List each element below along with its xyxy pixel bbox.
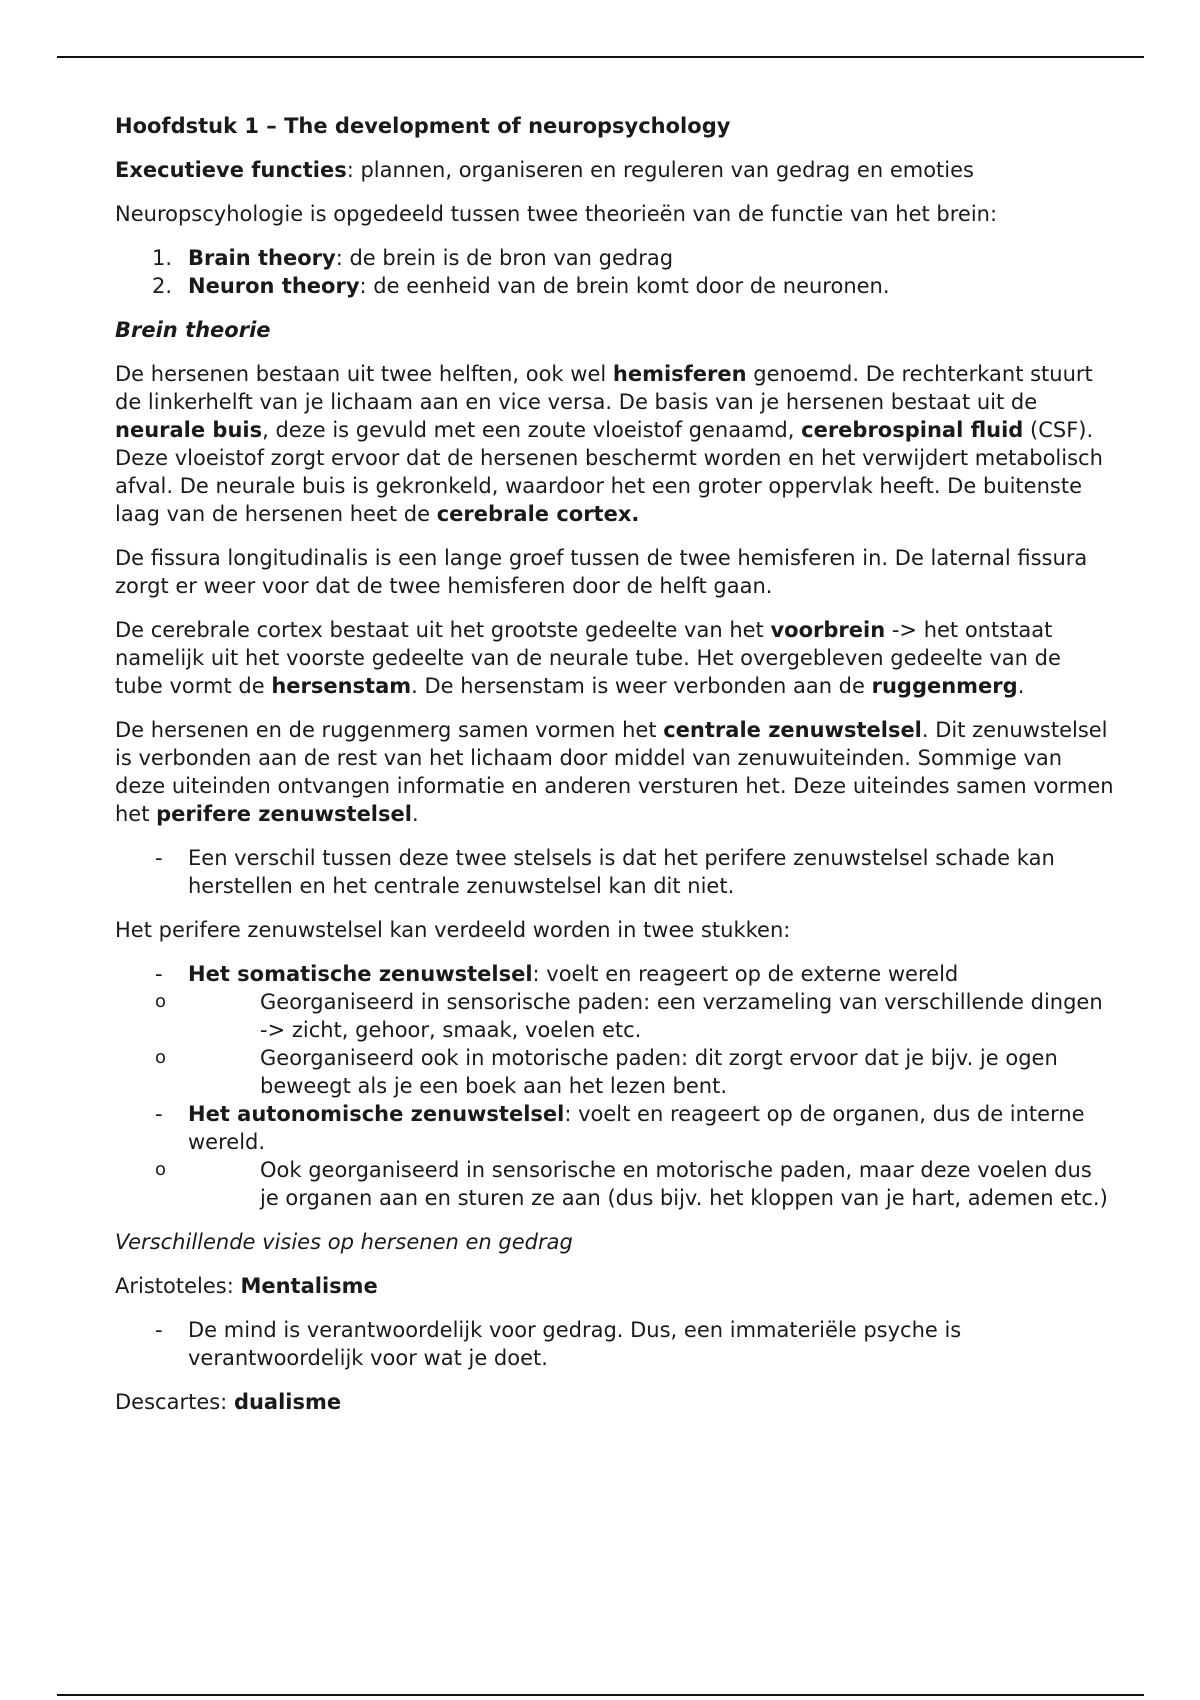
brain-theory-text: : de brein is de bron van gedrag [335, 246, 674, 270]
fissura-paragraph: De fissura longitudinalis is een lange groef tussen de twee hemisferen in. De laternal fissura zorgt er weer voor dat de twee hemisferen door de helft gaan. [115, 546, 1088, 598]
term-autonomisch: Het autonomische zenuwstelsel [188, 1102, 565, 1126]
text-run: De hersenen en de ruggenmerg samen vormen het [115, 718, 664, 742]
term-perifere-zenuwstelsel: perifere zenuwstelsel [156, 802, 412, 826]
exec-term: Executieve functies [115, 158, 347, 182]
text-run: De hersenen bestaan uit twee helften, ook wel [115, 362, 613, 386]
theories-list [115, 244, 1115, 300]
list-item-text: De mind is verantwoordelijk voor gedrag. Dus, een immateriële psyche is verantwoordelijk voor wat je doet. [188, 1318, 962, 1370]
term-dualisme: dualisme [233, 1390, 342, 1414]
hemispheres-paragraph [115, 360, 1115, 528]
list-item [115, 960, 1115, 988]
text-run: . [1017, 674, 1025, 698]
dash-marker: - [155, 1318, 163, 1342]
term-neurale-buis: neurale buis [115, 418, 263, 442]
text-run: De cerebrale cortex bestaat uit het grootste gedeelte van het [115, 618, 771, 642]
term-mentalisme: Mentalisme [240, 1274, 378, 1298]
term-ruggenmerg: ruggenmerg [871, 674, 1018, 698]
dash-marker: - [155, 1102, 163, 1126]
intro-paragraph: Neuropscyhologie is opgedeeld tussen twee theorieën van de functie van het brein: [115, 202, 998, 226]
sub-item-text: Georganiseerd in sensorische paden: een verzameling van verschillende dingen -> zicht, gehoor, smaak, voelen etc. [260, 990, 1103, 1042]
aristoteles-paragraph [115, 1272, 1115, 1300]
neuron-theory-text: : de eenheid van de brein komt door de neuronen. [359, 274, 890, 298]
text-run: genoemd. De rechterkant stuurt de linkerhelft van je lichaam aan en vice versa. De basis van je hersenen bestaat uit de [115, 362, 1093, 414]
list-number: 1. [152, 246, 173, 270]
exec-functions-paragraph [115, 156, 1115, 184]
list-item [115, 1316, 1115, 1372]
term-cerebrale-cortex: cerebrale cortex. [436, 502, 640, 526]
sub-item-text: Georganiseerd ook in motorische paden: dit zorgt ervoor dat je bijv. je ogen beweegt als je een boek aan het lezen bent. [260, 1046, 1058, 1098]
dash-marker: - [155, 846, 163, 870]
philosopher-name: Aristoteles: [115, 1274, 241, 1298]
list-item [115, 272, 1115, 300]
bullet-marker: o [155, 991, 167, 1012]
text-run: . Dit zenuwstelsel is verbonden aan de rest van het lichaam door middel van zenuwuiteinden. Sommige van deze uiteinden ontvangen informatie en anderen versturen het. Deze uiteindes samen vormen het [115, 718, 1114, 826]
bullet-marker: o [155, 1159, 167, 1180]
chapter-heading: Hoofdstuk 1 – The development of neuropsychology [115, 114, 731, 138]
section-heading-brein: Brein theorie [115, 318, 271, 342]
text-run: (CSF). Deze vloeistof zorgt ervoor dat de hersenen beschermt worden en het verwijdert metabolisch afval. De neurale buis is gekronkeld, waardoor het een groter oppervlak heeft. De buitenste laag van de hersenen heet de [115, 418, 1103, 526]
list-item-text: : voelt en reageert op de externe wereld [532, 962, 959, 986]
mentalisme-list [115, 1316, 1115, 1372]
text-run: -> het ontstaat namelijk uit het voorste gedeelte van de neurale tube. Het overgebleven gedeelte van de tube vormt de [115, 618, 1061, 698]
text-run: , deze is gevuld met een zoute vloeistof genaamd, [262, 418, 802, 442]
exec-text: : plannen, organiseren en reguleren van gedrag en emoties [346, 158, 974, 182]
term-csf: cerebrospinal fluid [801, 418, 1024, 442]
term-hersenstam: hersenstam [271, 674, 412, 698]
difference-list [115, 844, 1115, 900]
nervous-system-paragraph [115, 716, 1115, 828]
sub-list-item [115, 988, 1115, 1044]
list-number: 2. [152, 274, 173, 298]
list-item [115, 244, 1115, 272]
dash-marker: - [155, 962, 163, 986]
top-rule [57, 56, 1144, 58]
list-item-text: : voelt en reageert op de organen, dus de interne wereld. [188, 1102, 1085, 1154]
sub-item-text: Ook georganiseerd in sensorische en motorische paden, maar deze voelen dus je organen aan en sturen ze aan (dus bijv. het kloppen van je hart, ademen etc.) [260, 1158, 1108, 1210]
term-voorbrein: voorbrein [770, 618, 886, 642]
brain-theory-term: Brain theory [188, 246, 336, 270]
text-run: . De hersenstam is weer verbonden aan de [411, 674, 872, 698]
philosopher-name: Descartes: [115, 1390, 234, 1414]
list-item-text: Een verschil tussen deze twee stelsels is dat het perifere zenuwstelsel schade kan herstellen en het centrale zenuwstelsel kan dit niet. [188, 846, 1055, 898]
section-heading-visies: Verschillende visies op hersenen en gedrag [115, 1230, 573, 1254]
descartes-paragraph [115, 1388, 1115, 1416]
term-somatisch: Het somatische zenuwstelsel [188, 962, 533, 986]
list-item [115, 844, 1115, 900]
cortex-paragraph [115, 616, 1115, 700]
sub-list-item [115, 1156, 1115, 1212]
term-centrale-zenuwstelsel: centrale zenuwstelsel [663, 718, 922, 742]
document-page [115, 112, 1115, 1432]
term-hemisferen: hemisferen [612, 362, 747, 386]
bottom-rule [57, 1694, 1144, 1696]
bullet-marker: o [155, 1047, 167, 1068]
neuron-theory-term: Neuron theory [188, 274, 360, 298]
list-item [115, 1100, 1115, 1156]
text-run: . [411, 802, 419, 826]
perif-divisions-list [115, 960, 1115, 1212]
sub-list-item [115, 1044, 1115, 1100]
perif-intro-paragraph: Het perifere zenuwstelsel kan verdeeld worden in twee stukken: [115, 918, 791, 942]
